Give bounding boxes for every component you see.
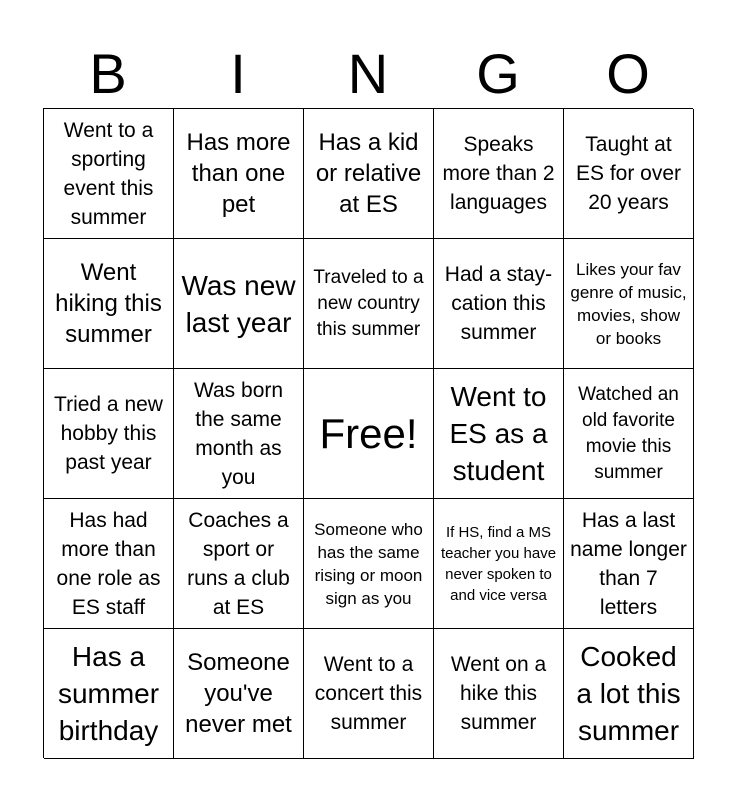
bingo-cell[interactable] [564,369,694,499]
cell-text: Has a kid or relative at ES [315,129,422,218]
cell-text: Went hiking this summer [55,259,162,348]
cell-text: Has had more than one role as ES staff [56,508,161,619]
bingo-cell[interactable] [44,369,174,499]
bingo-cell[interactable] [304,109,434,239]
cell-text: Went to a concert this summer [314,653,423,734]
header-letter-n: N [347,42,389,105]
cell-text: Has more than one pet [186,129,291,218]
bingo-board [43,108,693,758]
bingo-cell[interactable] [44,629,174,759]
bingo-cell[interactable] [44,239,174,369]
cell-text: Traveled to a new country this summer [313,266,424,340]
bingo-cell[interactable] [174,239,304,369]
cell-text: Had a stay-cation this summer [444,263,553,344]
bingo-cell[interactable] [564,239,694,369]
bingo-cell[interactable] [304,239,434,369]
bingo-cell[interactable] [304,499,434,629]
cell-text: Went to ES as a student [449,381,548,486]
cell-text: Likes your fav genre of music, movies, show or books [570,259,687,348]
cell-text: Went to a sporting event this summer [63,118,154,229]
cell-text: Speaks more than 2 languages [442,133,555,214]
bingo-cell[interactable] [44,499,174,629]
bingo-cell[interactable] [564,499,694,629]
bingo-cell[interactable] [434,499,564,629]
cell-text: Cooked a lot this summer [576,641,681,746]
bingo-cell[interactable] [174,629,304,759]
bingo-cell[interactable] [434,629,564,759]
cell-text: Taught at ES for over 20 years [575,133,682,214]
cell-text: Someone you've never met [185,649,292,738]
bingo-cell[interactable] [564,629,694,759]
header-letter-o: O [606,42,650,105]
bingo-cell[interactable] [564,109,694,239]
free-space-cell[interactable] [304,369,434,499]
cell-text: Has a last name longer than 7 letters [570,508,687,619]
cell-text: Someone who has the same rising or moon sign as you [314,519,423,608]
header-letter-g: G [476,42,520,105]
cell-text: Was born the same month as you [193,378,284,489]
bingo-cell[interactable] [174,499,304,629]
cell-text: Was new last year [181,269,296,338]
free-space-label: Free! [319,409,418,457]
cell-text: Coaches a sport or runs a club at ES [187,508,290,619]
cell-text: Went on a hike this summer [450,653,547,734]
bingo-header [43,40,693,108]
bingo-cell[interactable] [174,109,304,239]
bingo-cell[interactable] [44,109,174,239]
cell-text: If HS, find a MS teacher you have never spoken to and vice versa [440,523,557,604]
bingo-cell[interactable] [434,369,564,499]
bingo-cell[interactable] [174,369,304,499]
cell-text: Has a summer birthday [57,641,160,746]
header-letter-i: I [230,42,246,105]
bingo-cell[interactable] [434,239,564,369]
cell-text: Tried a new hobby this past year [54,393,163,474]
bingo-cell[interactable] [434,109,564,239]
bingo-cell[interactable] [304,629,434,759]
cell-text: Watched an old favorite movie this summer [578,383,679,483]
header-letter-b: B [89,42,127,105]
